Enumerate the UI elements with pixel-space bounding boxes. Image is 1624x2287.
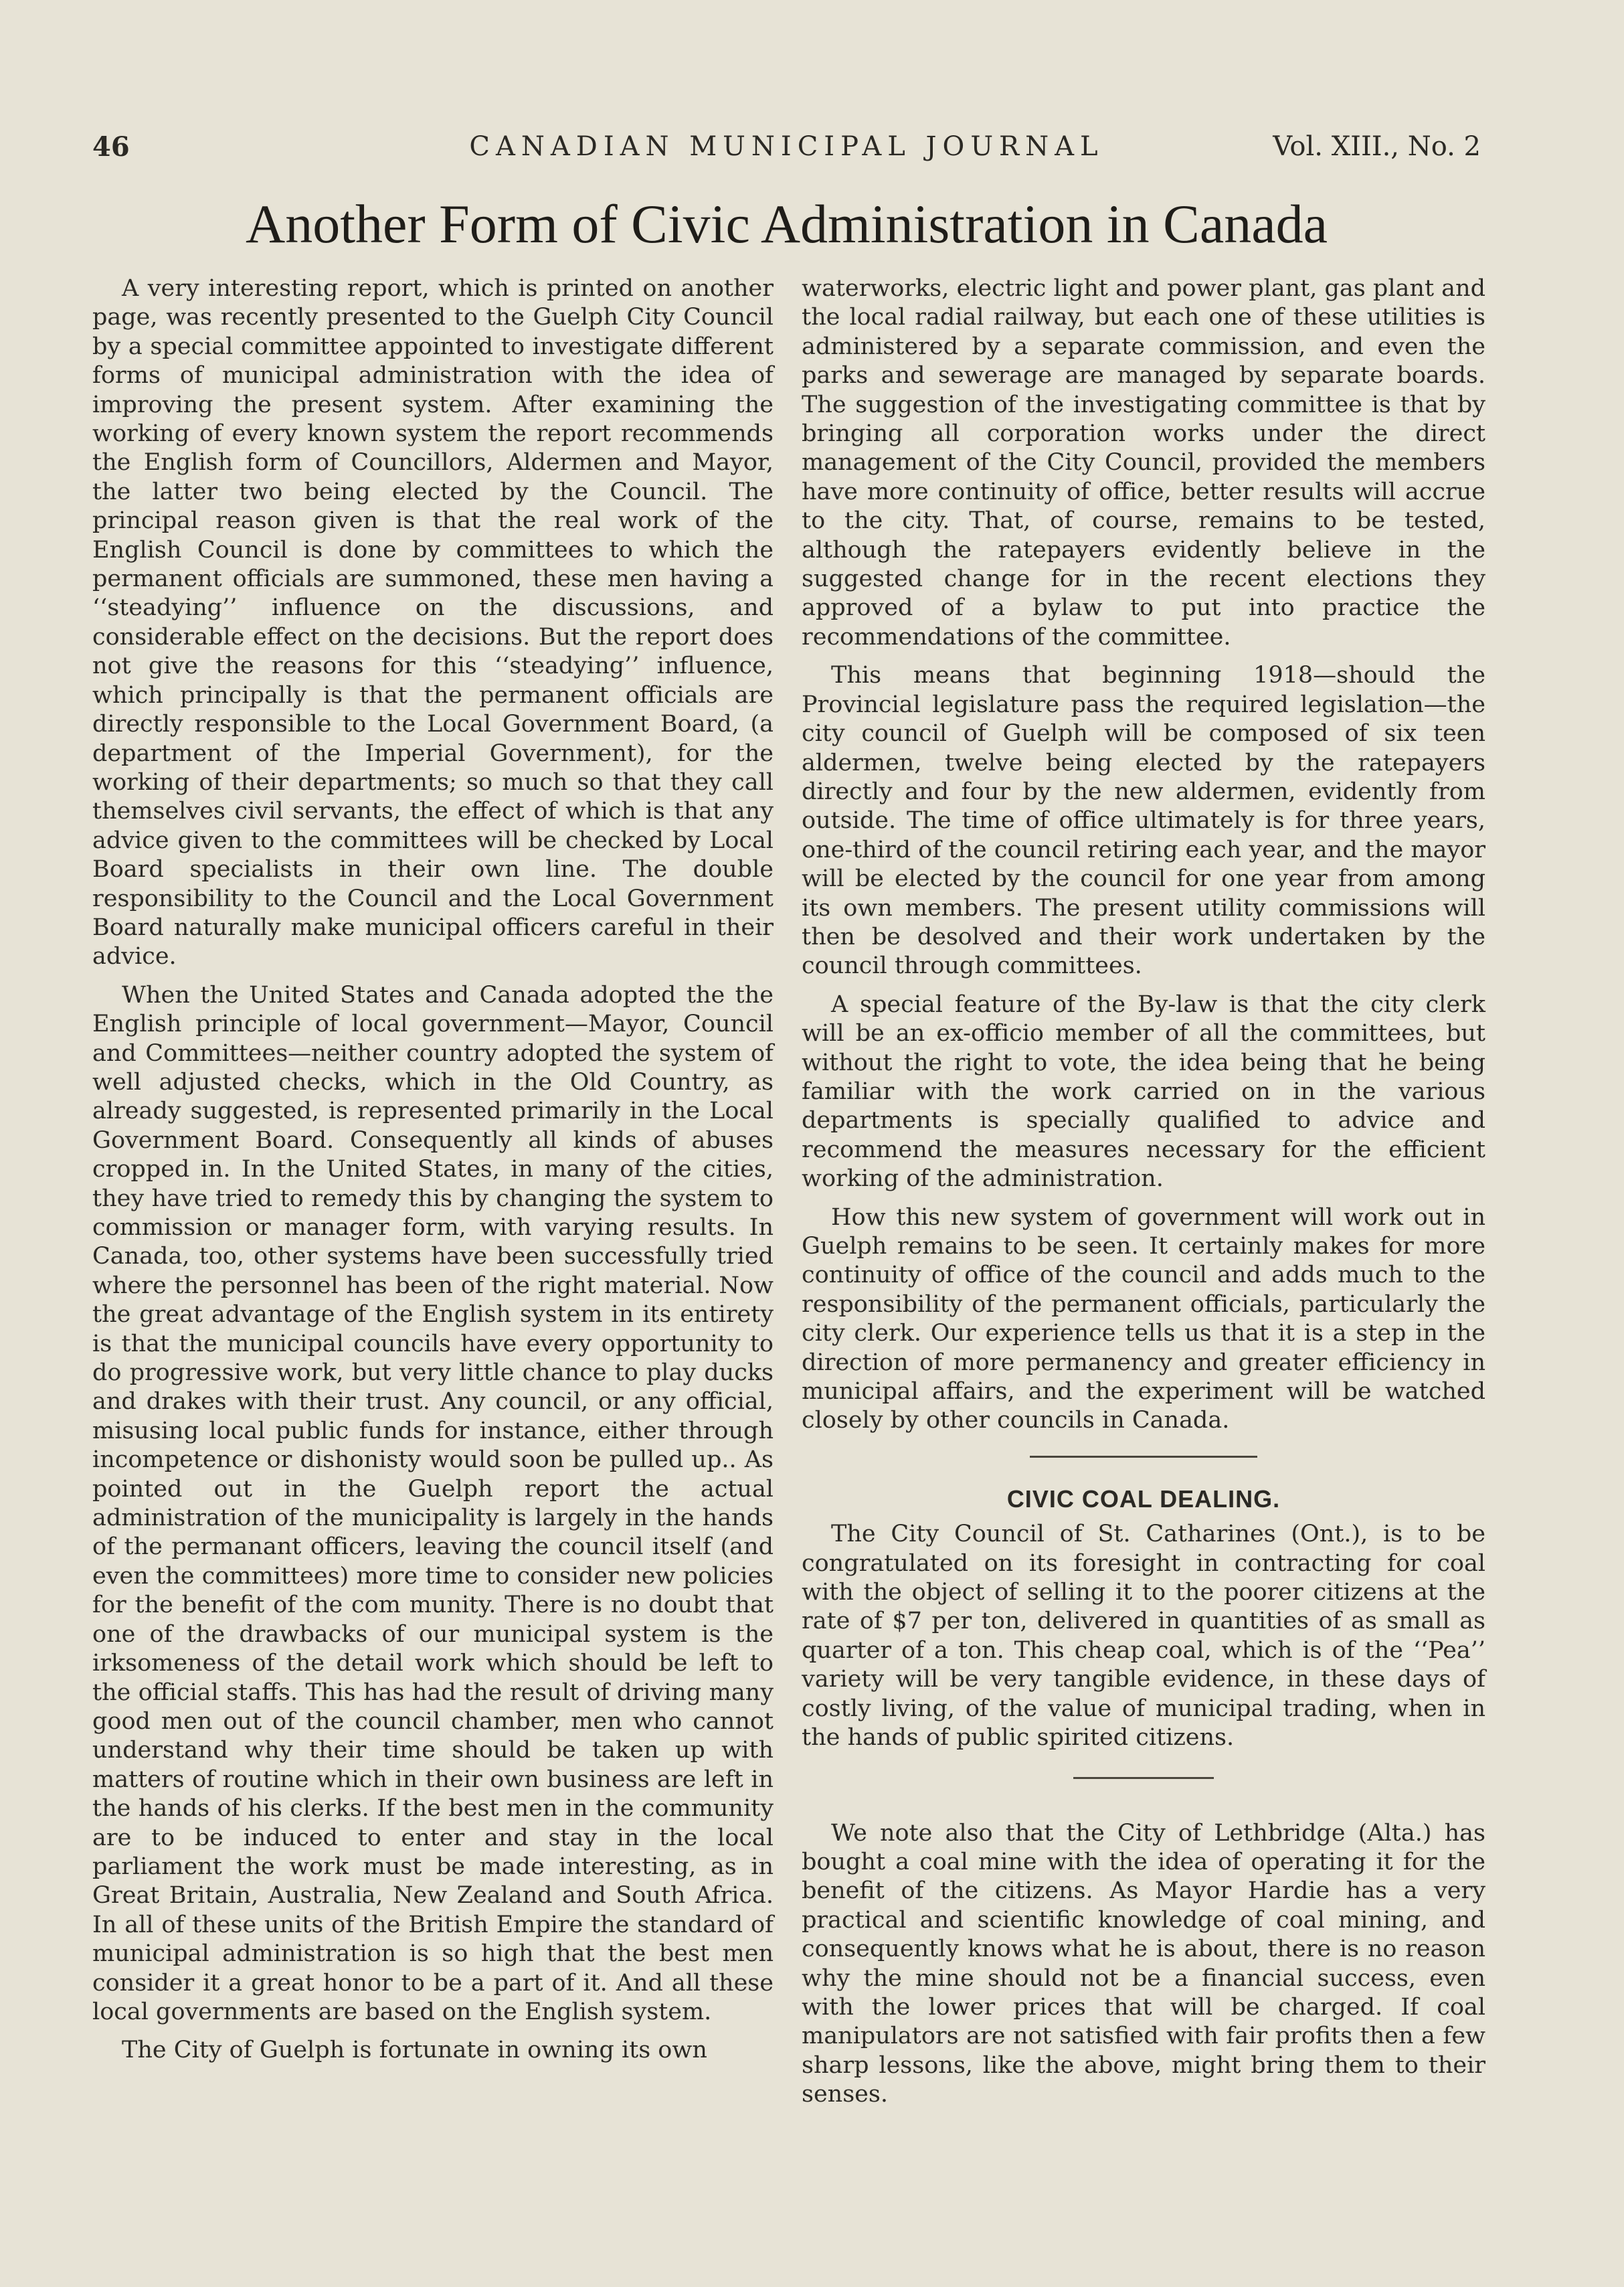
article-paragraph: How this new system of government will work out in Guelph remains to be seen. It certainly makes for more continuity of office of the council and adds much to the responsibility of the permanent officials, particularly the city clerk. Our experience tells us that it is a step in the direction of more permanency and greater efficiency in municipal affairs, and the experiment will be watched closely by other councils in Canada. xyxy=(802,1203,1485,1434)
section-divider xyxy=(1030,1456,1257,1458)
article-paragraph: This means that beginning 1918—should the Provincial legislature pass the required legislation—the city council of Guelph will be composed of six teen aldermen, twelve being elected by the ratepayers directly and four by the new aldermen, evidently from outside. The time of office ultimately is for three years, one-third of the council retiring each year, and the mayor will be elected by the council for one year from among its own members. The present utility commissions will then be desolved and their work undertaken by the council through committees. xyxy=(802,662,1485,980)
section-heading: CIVIC COAL DEALING. xyxy=(1006,1485,1281,1513)
section-divider xyxy=(1073,1777,1214,1779)
left-column xyxy=(92,274,774,2065)
article-paragraph: waterworks, electric light and power plant, gas plant and the local radial railway, but each one of these utilities is administered by a separate commission, and even the parks and sewerage are managed by separate boards. The suggestion of the investigating committee is that by bringing all corporation works under the direct management of the City Council, provided the members have more continuity of office, better results will accrue to the city. That, of course, remains to be tested, although the ratepayers evidently believe in the suggested change for in the recent elections they approved of a bylaw to put into practice the recommendations of the committee. xyxy=(802,275,1485,651)
page-number: 46 xyxy=(92,131,130,163)
volume-issue: Vol. XIII., No. 2 xyxy=(1273,131,1481,162)
article-paragraph: When the United States and Canada adopted the the English principle of local government—Mayor, Council and Committees—neither country adopted the system of well adjusted checks, which in the Old Country, as already suggested, is represented primarily in the Local Government Board. Consequently all kinds of abuses cropped in. In the United States, in many of the cities, they have tried to remedy this by changing the system to commission or manager form, with varying results. In Canada, too, other systems have been successfully tried where the personnel has been of the right material. Now the great advantage of the English system in its entirety is that the municipal councils have every opportunity to do progressive work, but very little chance to play ducks and drakes with their trust. Any council, or any official, misusing local public funds for instance, either through incompetence or dishonisty would soon be pulled up.. As pointed out in the Guelph report the actual administration of the municipality is largely in the hands of the permanant officers, leaving the council itself (and even the committees) more time to consider new policies for the benefit of the com munity. There is no doubt that one of the drawbacks of our municipal system is the irksomeness of the detail work which should be left to the official staffs. This has had the result of driving many good men out of the council chamber, men who cannot understand why their time should be taken up with matters of routine which in their own business are left in the hands of his clerks. If the best men in the community are to be induced to enter and stay in the local parliament the work must be made interesting, as in Great Britain, Australia, New Zealand and South Africa. In all of these units of the British Empire the standard of municipal administration is so high that the best men consider it a great honor to be a part of it. And all these local governments are based on the English system. xyxy=(92,981,774,2025)
right-column xyxy=(802,274,1485,2110)
article-paragraph: The City of Guelph is fortunate in owning its own xyxy=(122,2037,707,2064)
article-paragraph: A very interesting report, which is printed on another page, was recently presented to the Guelph City Council by a special committee appointed to investigate different forms of municipal administration with the idea of improving the present system. After examining the working of every known system the report recommends the English form of Councillors, Aldermen and Mayor, the latter two being elected by the Council. The principal reason given is that the real work of the English Council is done by committees to which the permanent officials are summoned, these men having a ‘‘steadying’’ influence on the discussions, and considerable effect on the decisions. But the report does not give the reasons for this ‘‘steadying’’ influence, which principally is that the permanent officials are directly responsible to the Local Government Board, (a department of the Imperial Government), for the working of their departments; so much so that they call themselves civil servants, the effect of which is that any advice given to the committees will be checked by Local Board specialists in their own line. The double responsibility to the Council and the Local Government Board naturally make municipal officers careful in their advice. xyxy=(92,275,774,970)
journal-title: CANADIAN MUNICIPAL JOURNAL xyxy=(469,131,1104,162)
coal-paragraph: The City Council of St. Catharines (Ont.), is to be congratulated on its foresight in contracting for coal with the object of selling it to the poorer citizens at the rate of $7 per ton, delivered in quantities of as small as quarter of a ton. This cheap coal, which is of the ‘‘Pea’’ variety will be very tangible evidence, in these days of costly living, of the value of municipal trading, when in the hands of public spirited citizens. xyxy=(802,1521,1485,1752)
lethbridge-paragraph: We note also that the City of Lethbridge (Alta.) has bought a coal mine with the idea of operating it for the benefit of the citizens. As Mayor Hardie has a very practical and scientific knowledge of coal mining, and consequently knows what he is about, there is no reason why the mine should not be a financial success, even with the lower prices that will be charged. If coal manipulators are not satisfied with fair profits then a few sharp lessons, like the above, might bring them to their senses. xyxy=(802,1819,1485,2108)
article-title: Another Form of Civic Administration in Canada xyxy=(245,193,1328,254)
article-paragraph: A special feature of the By-law is that the city clerk will be an ex-officio member of all the committees, but without the right to vote, the idea being that he being familiar with the work carried on in the various departments is specially qualified to advice and recommend the measures necessary for the efficient working of the administration. xyxy=(802,991,1485,1193)
running-head xyxy=(92,131,1481,169)
